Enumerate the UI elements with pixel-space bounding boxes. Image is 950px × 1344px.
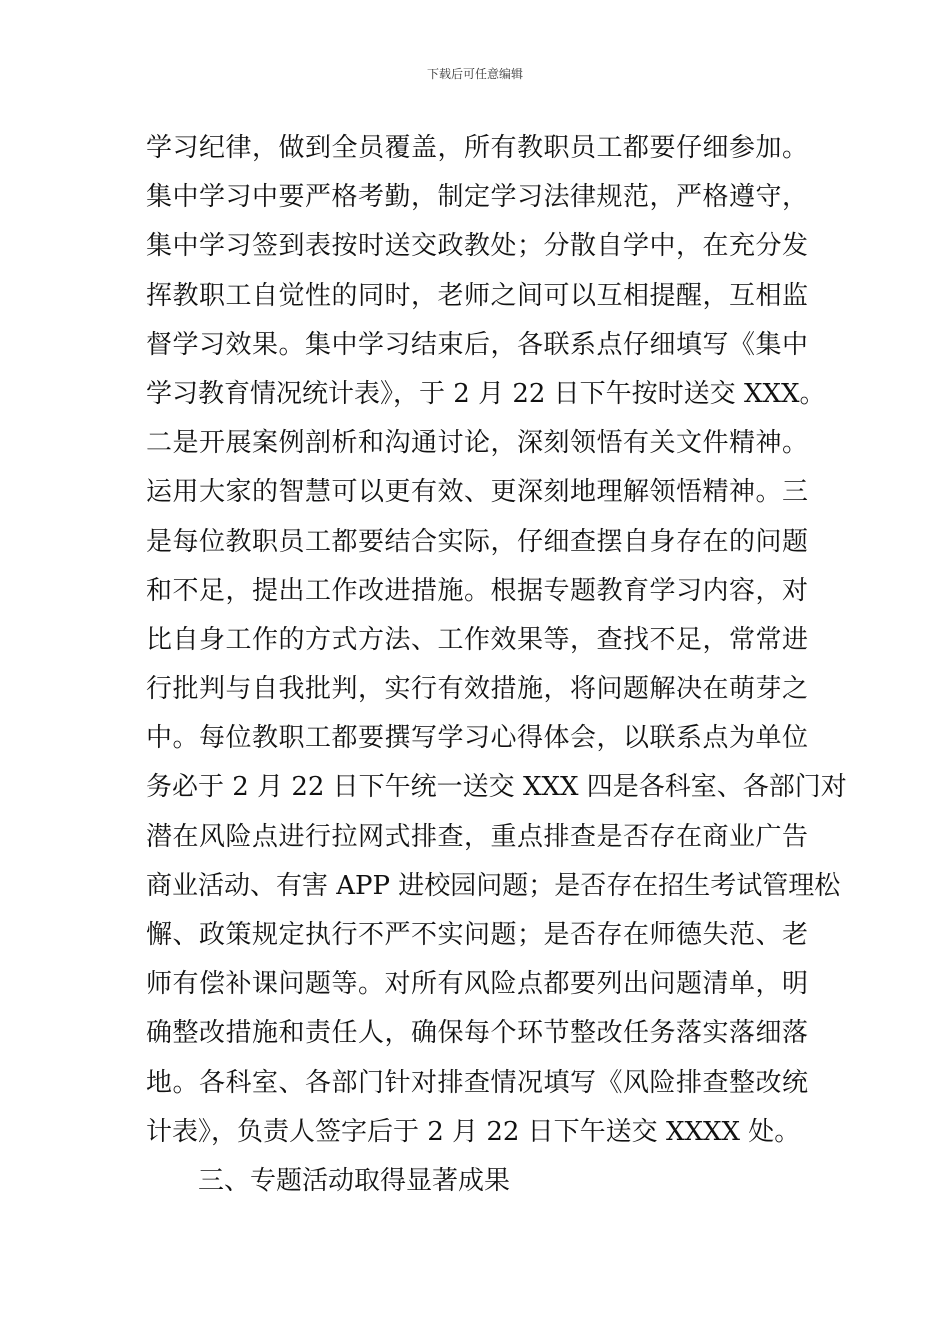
body-line-10: 和不足，提出工作改进措施。根据专题教育学习内容，对 — [146, 575, 808, 606]
body-line-19: 确整改措施和责任人，确保每个环节整改任务落实落细落 — [146, 1018, 808, 1049]
body-line-4: 挥教职工自觉性的同时，老师之间可以互相提醒，互相监 — [146, 280, 808, 311]
body-line-6: 学习教育情况统计表》，于 2 月 22 日下午按时送交 XXX。 — [146, 378, 826, 409]
body-line-16: 商业活动、有害 APP 进校园问题；是否存在招生考试管理松 — [146, 870, 841, 901]
page-header: 下载后可任意编辑 — [426, 67, 523, 81]
body-line-9: 是每位教职员工都要结合实际，仔细查摆自身存在的问题 — [146, 526, 808, 557]
body-line-2: 集中学习中要严格考勤，制定学习法律规范，严格遵守， — [146, 182, 808, 213]
document-body — [146, 124, 847, 1206]
body-line-11: 比自身工作的方式方法、工作效果等，查找不足，常常进 — [146, 624, 808, 655]
body-line-5: 督学习效果。集中学习结束后，各联系点仔细填写《集中 — [146, 329, 808, 360]
body-line-12: 行批判与自我批判，实行有效措施，将问题解决在萌芽之 — [146, 674, 808, 705]
body-line-15: 潜在风险点进行拉网式排查，重点排查是否存在商业广告 — [146, 821, 808, 852]
body-line-14: 务必于 2 月 22 日下午统一送交 XXX 四是各科室、各部门对 — [146, 772, 847, 803]
body-line-13: 中。每位教职工都要撰写学习心得体会，以联系点为单位 — [146, 723, 808, 754]
section-heading: 三、专题活动取得显著成果 — [198, 1165, 511, 1196]
body-line-18: 师有偿补课问题等。对所有风险点都要列出问题清单，明 — [146, 969, 808, 1000]
body-line-3: 集中学习签到表按时送交政教处；分散自学中，在充分发 — [146, 231, 808, 262]
body-line-7: 二是开展案例剖析和沟通讨论，深刻领悟有关文件精神。 — [146, 428, 808, 459]
body-line-20: 地。各科室、各部门针对排查情况填写《风险排查整改统 — [146, 1067, 808, 1098]
body-line-17: 懈、政策规定执行不严不实问题；是否存在师德失范、老 — [146, 920, 808, 950]
body-line-8: 运用大家的智慧可以更有效、更深刻地理解领悟精神。三 — [146, 477, 808, 508]
body-line-1: 学习纪律，做到全员覆盖，所有教职员工都要仔细参加。 — [146, 133, 808, 163]
body-line-21: 计表》，负责人签字后于 2 月 22 日下午送交 XXXX 处。 — [146, 1116, 801, 1147]
